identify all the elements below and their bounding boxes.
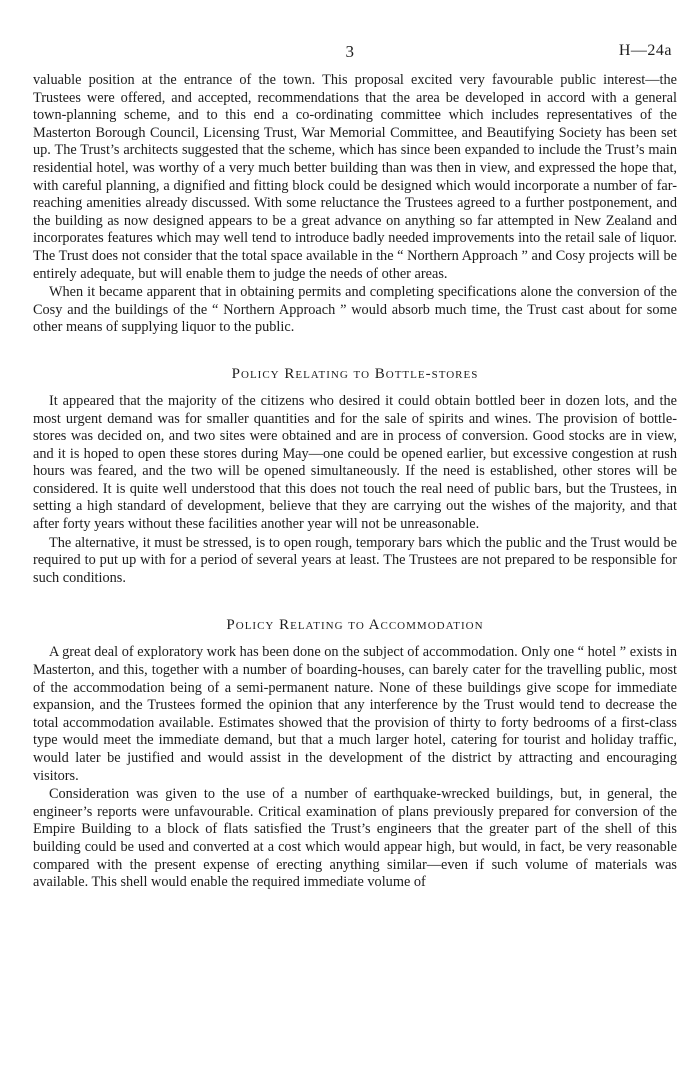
paragraph: It appeared that the majority of the citizens who desired it could obtain bottled beer in dozen lots, and the most urgent demand was for smaller quantities and for the sale of spirits and wines. The provision of bottle-stores was decided on, and two sites were obtained and are in process of conversion. Good stocks are in view, and it is hoped to open these stores during May—one could be opened earlier, but excessive congestion at rush hours was feared, and the two will be opened simultaneously. If the need is established, other stores will be considered. It is quite well understood that this does not touch the real need of public bars, but the Trustees, in setting a high standard of development, believe that they are carrying out the wishes of the majority, and that after forty years without these facilities another year will not be unreasonable. — [33, 392, 677, 533]
body-text — [33, 72, 677, 892]
page-number: 3 — [345, 42, 355, 61]
paragraph: valuable position at the entrance of the town. This proposal excited very favourable public interest—the Trustees were offered, and accepted, recommendations that the area be developed in accord with a general town-planning scheme, and to this end a co-ordinating committee which includes representatives of the Masterton Borough Council, Licensing Trust, War Memorial Committee, and Beautifying Society has been set up. The Trust’s architects suggested that the scheme, which has since been expanded to include the Trust’s main residential hotel, was worthy of a very much better building than was then in view, and expressed the hope that, with careful planning, a dignified and fitting block could be designed which would incorporate a number of far-reaching amenities already discussed. With some reluctance the Trustees agreed to a further postponement, and the building as now designed appears to be a great advance on anything so far attempted in New Zealand and incorporates features which may well tend to introduce badly needed improvements into the retail sale of liquor. The Trust does not consider that the total space available in the “ Northern Approach ” and Cosy projects will be entirely adequate, but will enable them to judge the needs of other areas. — [33, 72, 677, 282]
paragraph: When it became apparent that in obtaining permits and completing specifications alone the conversion of the Cosy and the buildings of the “ Northern Approach ” would absorb much time, the Trust cast about for some other means of supplying liquor to the public. — [33, 284, 677, 336]
paragraph: A great deal of exploratory work has been done on the subject of accommodation. Only one “ hotel ” exists in Masterton, and this, together with a number of boarding-houses, can barely cater for the travelling public, most of the accommodation being of a semi-permanent nature. None of these buildings give scope for immediate expansion, and the Trustees formed the opinion that any interference by the Trust would tend to decrease the total accommodation available. Estimates showed that the provision of thirty to forty bedrooms of a first-class type would meet the immediate demand, but that a much larger hotel, catering for tourist and holiday traffic, would later be justified and would assist in the development of the district by attracting and encouraging visitors. — [33, 644, 677, 784]
document-reference: H—24a — [618, 42, 672, 59]
section-heading: Policy Relating to Accommodation — [226, 617, 484, 634]
paragraph: Consideration was given to the use of a number of earthquake-wrecked buildings, but, in general, the engineer’s reports were unfavourable. Critical examination of plans previously prepared for conversion of the Empire Building to a block of flats satisfied the Trust’s engineers that the greater part of the shell of this building could be used and converted at a cost which would appear high, but would, in fact, be very reasonable compared with the present expense of erecting anything similar—even if such volume of materials was available. This shell would enable the required immediate volume of — [33, 786, 677, 891]
paragraph: The alternative, it must be stressed, is to open rough, temporary bars which the public and the Trust would be required to put up with for a period of several years at least. The Trustees are not prepared to be responsible for such conditions. — [33, 534, 677, 586]
section-heading: Policy Relating to Bottle-stores — [231, 365, 479, 382]
